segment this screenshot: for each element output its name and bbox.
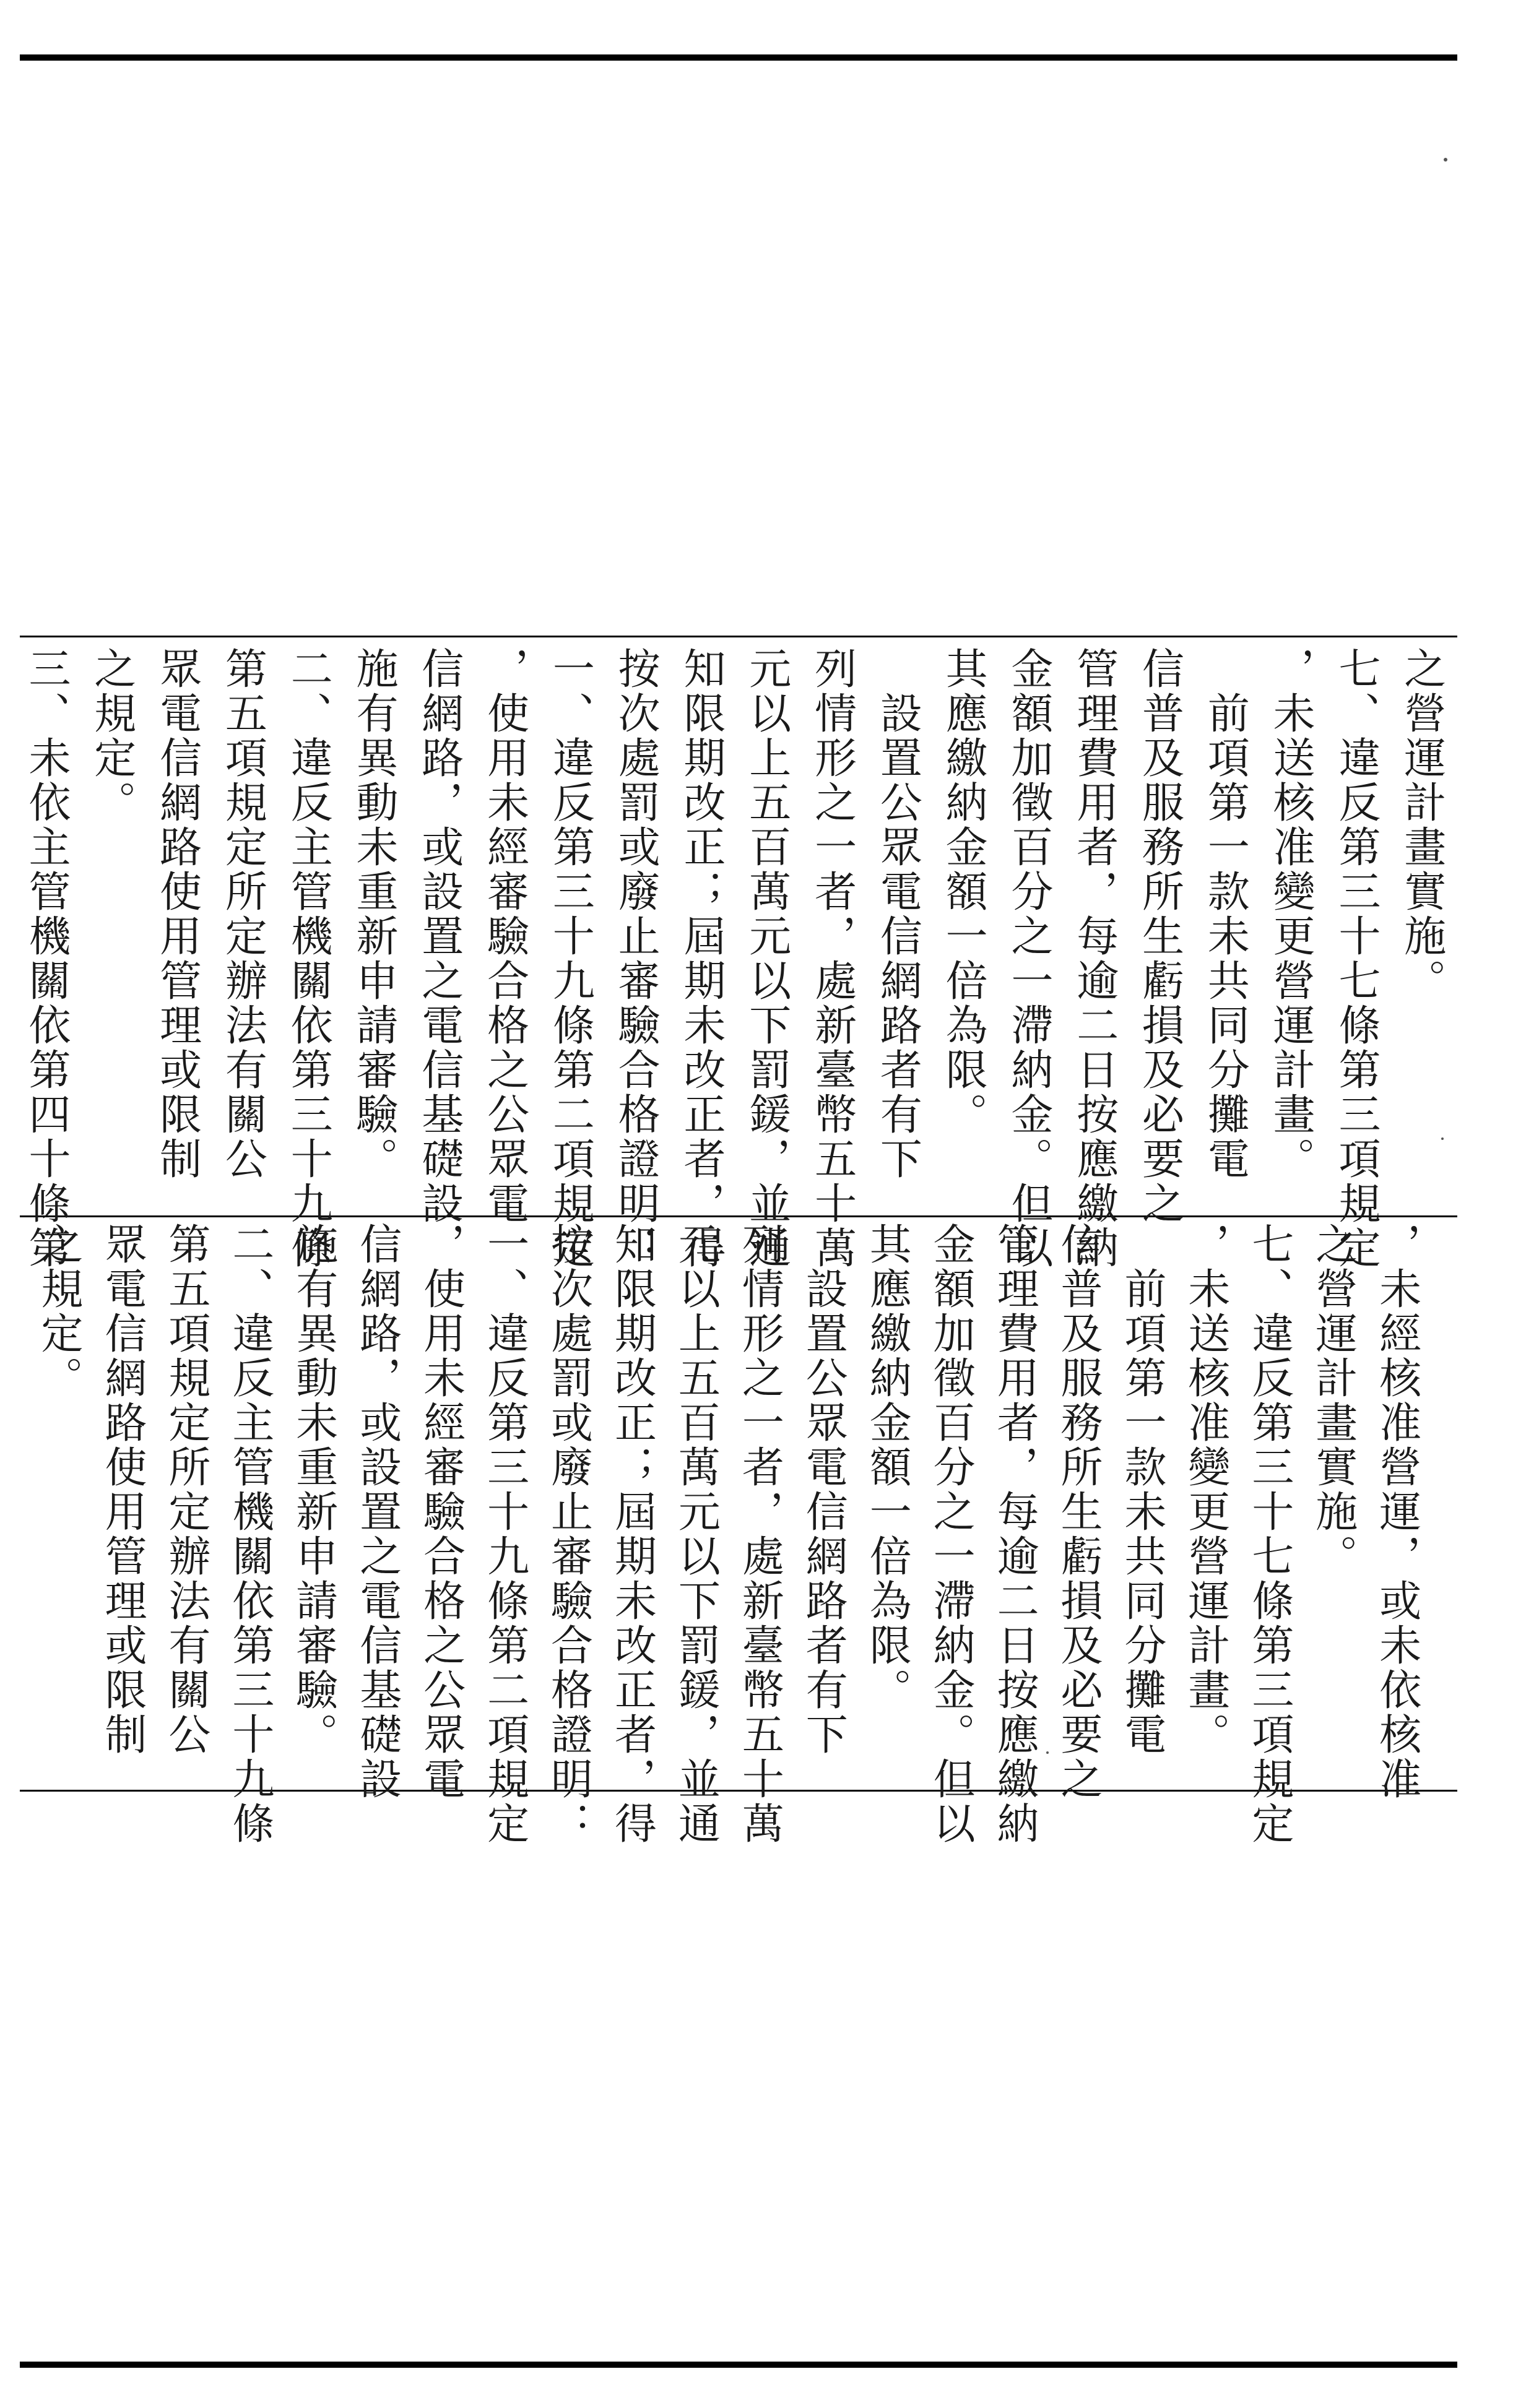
text-line: 前項第一款未共同分攤電 bbox=[1200, 647, 1250, 1181]
text-line: 之規定。 bbox=[87, 647, 136, 825]
text-line: 列情形之一者，處新臺幣五十萬 bbox=[807, 647, 857, 1271]
text-line: 元以上五百萬元以下罰鍰，並通 bbox=[742, 647, 791, 1271]
text-line: 二、違反主管機關依第三十九條 bbox=[225, 1222, 274, 1846]
text-line: 第五項規定所定辦法有關公 bbox=[161, 1222, 210, 1757]
text-line: 眾電信網路使用管理或限制 bbox=[152, 647, 202, 1181]
text-line: 金額加徵百分之一滯納金。但以 bbox=[926, 1222, 976, 1846]
text-line: 信普及服務所生虧損及必要之 bbox=[1054, 1222, 1103, 1802]
scan-speck bbox=[1444, 158, 1447, 162]
text-line: 之規定。 bbox=[34, 1222, 83, 1400]
text-line: 管理費用者，每逾二日按應繳納 bbox=[1069, 647, 1119, 1271]
text-line: ，未經核准營運，或未依核准 bbox=[1372, 1222, 1421, 1802]
text-line: 之營運計畫實施。 bbox=[1397, 647, 1446, 1003]
text-line: 按次處罰或廢止審驗合格證明： bbox=[544, 1222, 593, 1846]
text-line: 信網路，或設置之電信基礎設 bbox=[414, 647, 464, 1226]
text-line: 一、違反第三十九條第二項規定 bbox=[545, 647, 595, 1271]
text-line: 二、違反主管機關依第三十九條 bbox=[284, 647, 333, 1271]
text-line: 信網路，或設置之電信基礎設 bbox=[352, 1222, 402, 1802]
text-line: 信普及服務所生虧損及必要之 bbox=[1135, 647, 1184, 1226]
middle-divider-rule bbox=[20, 1215, 1457, 1217]
text-line: 一、違反第三十九條第二項規定 bbox=[480, 1222, 529, 1846]
text-line: 知限期改正；屆期未改正者，得 bbox=[607, 1222, 657, 1846]
bottom-border-rule bbox=[20, 2362, 1457, 2368]
text-line: 按次處罰或廢止審驗合格證明： bbox=[611, 647, 661, 1271]
text-line: 列情形之一者，處新臺幣五十萬 bbox=[735, 1222, 784, 1846]
text-line: ，未送核准變更營運計畫。 bbox=[1181, 1222, 1230, 1757]
text-line: 施有異動未重新申請審驗。 bbox=[288, 1222, 338, 1757]
text-line: ，未送核准變更營運計畫。 bbox=[1266, 647, 1316, 1181]
left-text-column bbox=[34, 1222, 1421, 1846]
text-line: 七、違反第三十七條第三項規定 bbox=[1331, 647, 1381, 1271]
text-line: 施有異動未重新申請審驗。 bbox=[349, 647, 398, 1181]
text-line: 設置公眾電信網路者有下 bbox=[799, 1222, 848, 1757]
text-line: 七、違反第三十七條第三項規定 bbox=[1244, 1222, 1294, 1846]
upper-divider-rule bbox=[20, 636, 1457, 637]
text-line: 之營運計畫實施。 bbox=[1308, 1222, 1358, 1579]
text-line: 其應繳納金額一倍為限。 bbox=[939, 647, 988, 1137]
text-line: 管理費用者，每逾二日按應繳納 bbox=[990, 1222, 1039, 1846]
text-line: 知限期改正；屆期未改正者，得 bbox=[676, 647, 726, 1271]
right-text-column bbox=[22, 647, 1446, 1271]
text-line: 第五項規定所定辦法有關公 bbox=[218, 647, 267, 1181]
text-line: 眾電信網路使用管理或限制 bbox=[97, 1222, 147, 1757]
top-border-rule bbox=[20, 54, 1457, 61]
text-line: ，使用未經審驗合格之公眾電 bbox=[416, 1222, 466, 1802]
text-line: 其應繳納金額一倍為限。 bbox=[862, 1222, 912, 1712]
text-line: 前項第一款未共同分攤電 bbox=[1117, 1222, 1166, 1757]
text-line: 設置公眾電信網路者有下 bbox=[873, 647, 922, 1181]
text-line: 元以上五百萬元以下罰鍰，並通 bbox=[671, 1222, 721, 1846]
text-line: 金額加徵百分之一滯納金。但以 bbox=[1004, 647, 1053, 1271]
text-line: 三、未依主管機關依第四十條第 bbox=[22, 647, 71, 1271]
text-line: ，使用未經審驗合格之公眾電 bbox=[480, 647, 529, 1226]
